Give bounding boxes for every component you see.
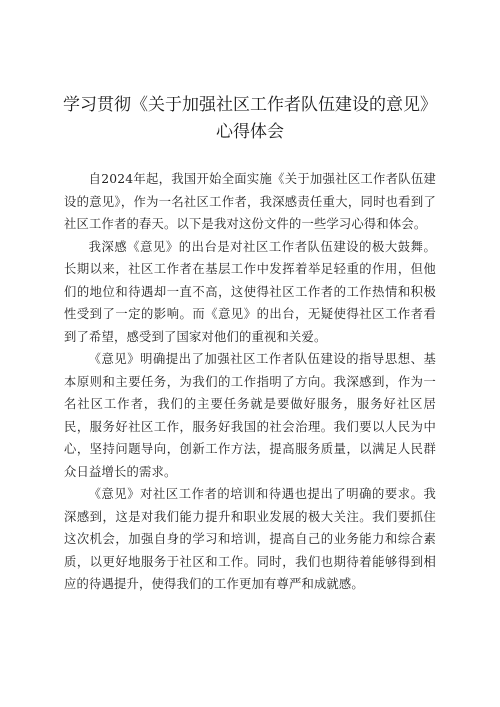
document-title: 学习贯彻《关于加强社区工作者队伍建设的意见》心得体会	[63, 95, 437, 142]
document-body	[64, 168, 436, 596]
paragraph-2: 我深感《意见》的出台是对社区工作者队伍建设的极大鼓舞。长期以来，社区工作者在基层工作中发挥着举足轻重的作用，但他们的地位和待遇却一直不高，这使得社区工作者的工作热情和积极性受到了一定的影响。而《意见》的出台，无疑使得社区工作者看到了希望，感受到了国家对他们的重视和关爱。	[64, 239, 436, 344]
paragraph-4: 《意见》对社区工作者的培训和待遇也提出了明确的要求。我深感到，这是对我们能力提升和职业发展的极大关注。我们要抓住这次机会，加强自身的学习和培训，提高自己的业务能力和综合素质，以更好地服务于社区和工作。同时，我们也期待着能够得到相应的待遇提升，使得我们的工作更加有尊严和成就感。	[64, 487, 436, 591]
paragraph-3: 《意见》明确提出了加强社区工作者队伍建设的指导思想、基本原则和主要任务，为我们的工作指明了方向。我深感到，作为一名社区工作者，我们的主要任务就是要做好服务，服务好社区居民，服务好社区工作，服务好我国的社会治理。我们要以人民为中心，坚持问题导向，创新工作方法，提高服务质量，以满足人民群众日益增长的需求。	[64, 352, 436, 479]
paragraph-1: 自2024年起，我国开始全面实施《关于加强社区工作者队伍建设的意见》，作为一名社区工作者，我深感责任重大，同时也看到了社区工作者的春天。以下是我对这份文件的一些学习心得和体会。	[64, 172, 436, 231]
